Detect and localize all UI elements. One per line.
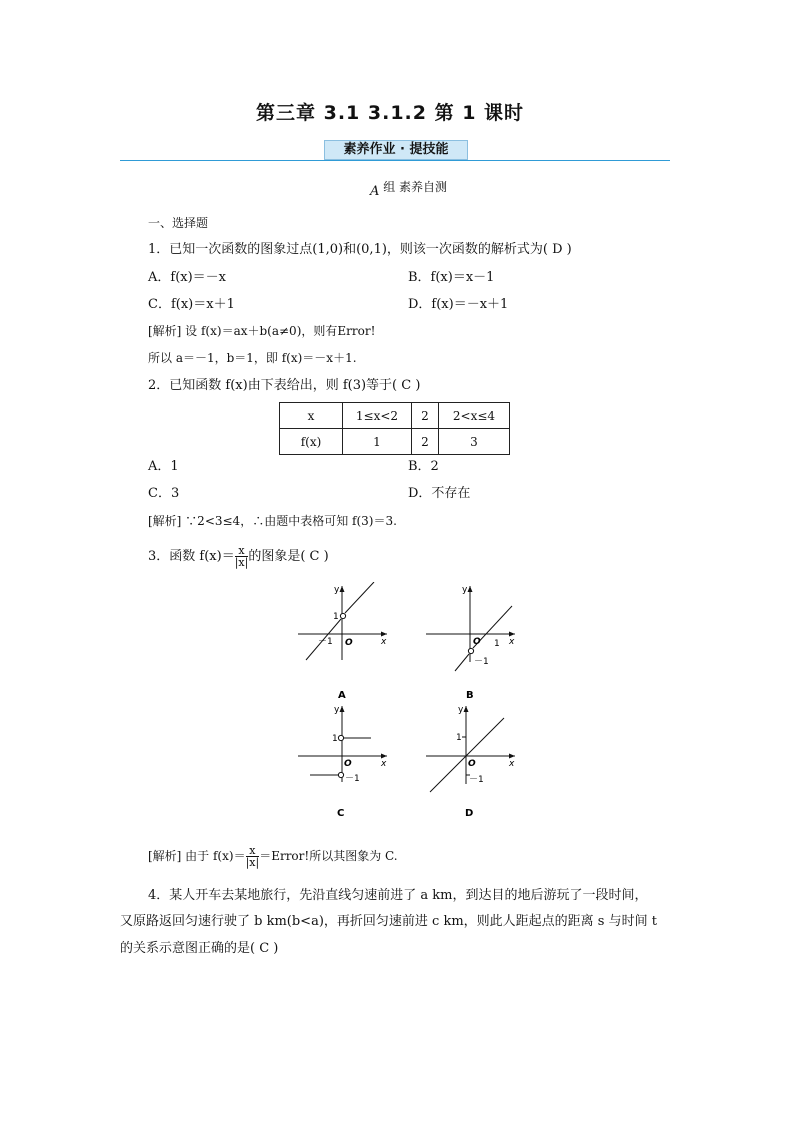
origin-label: O <box>473 637 481 647</box>
fraction-denominator: |x| <box>245 856 260 869</box>
origin-label: O <box>345 638 353 648</box>
origin-label: O <box>468 759 476 769</box>
table-row <box>280 403 510 429</box>
q3-stem <box>148 545 329 568</box>
tick-label: 1 <box>332 734 338 744</box>
graph-d <box>420 702 520 822</box>
fraction-denominator: |x| <box>234 556 249 569</box>
q4-stem-line2: 又原路返回匀速行驶了 b km(b<a)，再折回匀速前进 c km，则此人距起点的距离 s 与时间 t <box>120 914 657 929</box>
q1-analysis-line2: 所以 a＝－1，b＝1，即 f(x)＝－x＋1. <box>148 351 357 365</box>
table-cell: x <box>280 403 343 429</box>
axis-label-y: y <box>458 705 464 715</box>
group-label: 组 素养自测 <box>383 180 448 194</box>
q3-analysis-suffix: ＝Error!所以其图象为 C. <box>259 849 398 863</box>
table-row <box>280 429 510 455</box>
q3-fraction <box>235 545 249 568</box>
q4-stem-line1: 4．某人开车去某地旅行，先沿直线匀速前进了 a km，到达目的地后游玩了一段时间， <box>148 888 648 903</box>
axis-label-x: x <box>381 637 387 647</box>
q2-option-d: D．不存在 <box>408 486 471 501</box>
graph-b <box>420 582 520 702</box>
q3-analysis <box>148 845 398 868</box>
graph-label: A <box>338 690 346 701</box>
axis-label-y: y <box>334 585 340 595</box>
tick-label: 1 <box>494 639 500 649</box>
table-cell: 3 <box>439 429 510 455</box>
section-heading: 一、选择题 <box>148 216 209 230</box>
q1-option-d: D．f(x)＝－x＋1 <box>408 297 509 312</box>
fraction-numerator: x <box>246 845 260 857</box>
q2-option-c: C．3 <box>148 486 180 501</box>
tick-label: －1 <box>318 637 333 647</box>
axis-label-x: x <box>509 759 515 769</box>
table-cell: 2 <box>412 429 439 455</box>
table-cell: f(x) <box>280 429 343 455</box>
tick-label: －1 <box>469 775 484 785</box>
q2-analysis: [解析] ∵2<3≤4，∴由题中表格可知 f(3)＝3. <box>148 514 397 528</box>
table-cell: 2 <box>412 403 439 429</box>
axis-label-x: x <box>381 759 387 769</box>
tick-label: －1 <box>474 657 489 667</box>
tick-label: 1 <box>456 733 462 743</box>
axis-label-y: y <box>334 705 340 715</box>
graph-a <box>292 582 392 702</box>
q2-stem: 2．已知函数 f(x)由下表给出，则 f(3)等于( C ) <box>148 378 421 393</box>
q3-stem-prefix: 3．函数 f(x)＝ <box>148 549 235 564</box>
tick-label: －1 <box>345 774 360 784</box>
q1-option-c: C．f(x)＝x＋1 <box>148 297 235 312</box>
q2-option-b: B．2 <box>408 459 439 474</box>
axis-label-x: x <box>509 637 515 647</box>
q3-stem-suffix: 的图象是( C ) <box>248 549 329 564</box>
group-heading <box>370 180 448 199</box>
q4-stem-line3: 的关系示意图正确的是( C ) <box>120 941 279 956</box>
graph-label: D <box>465 808 474 819</box>
q1-analysis-line1: [解析] 设 f(x)＝ax＋b(a≠0)，则有Error! <box>148 324 376 338</box>
axis-label-y: y <box>462 585 468 595</box>
table-cell: 2<x≤4 <box>439 403 510 429</box>
q3-analysis-fraction <box>246 845 260 868</box>
q2-value-table <box>279 402 510 455</box>
tick-label: 1 <box>333 612 339 622</box>
table-cell: 1 <box>343 429 412 455</box>
page-title: 第三章 3.1 3.1.2 第 1 课时 <box>256 102 525 124</box>
q1-option-a: A．f(x)＝－x <box>148 270 227 285</box>
graph-label: C <box>337 808 345 819</box>
fraction-numerator: x <box>235 545 249 557</box>
q2-option-a: A．1 <box>148 459 179 474</box>
q1-option-b: B．f(x)＝x－1 <box>408 270 495 285</box>
q1-stem: 1．已知一次函数的图象过点(1,0)和(0,1)，则该一次函数的解析式为( D ) <box>148 242 572 257</box>
origin-label: O <box>344 759 352 769</box>
header-divider <box>120 160 670 161</box>
graph-label: B <box>466 690 474 701</box>
graph-c <box>292 702 392 822</box>
q3-analysis-prefix: [解析] 由于 f(x)＝ <box>148 849 246 863</box>
section-banner: 素养作业 · 提技能 <box>324 140 468 160</box>
table-cell: 1≤x<2 <box>343 403 412 429</box>
group-letter: A <box>370 184 380 199</box>
